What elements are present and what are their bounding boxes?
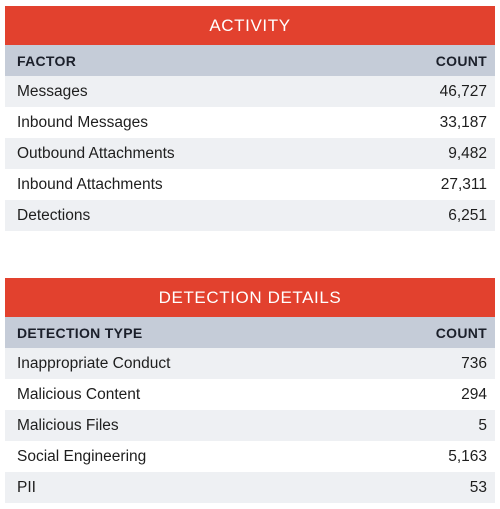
row-count: 5,163 xyxy=(448,447,487,465)
table-row xyxy=(5,472,495,503)
row-count: 5 xyxy=(478,416,487,434)
activity-header-row xyxy=(5,45,495,76)
activity-title: ACTIVITY xyxy=(5,6,495,45)
detection-type-column-header: DETECTION TYPE xyxy=(17,324,143,341)
count-column-header: COUNT xyxy=(435,52,487,69)
row-count: 46,727 xyxy=(439,82,487,100)
row-count: 294 xyxy=(461,385,487,403)
table-row xyxy=(5,138,495,169)
detection-details-header-row xyxy=(5,317,495,348)
row-count: 9,482 xyxy=(448,144,487,162)
detection-details-title: DETECTION DETAILS xyxy=(5,278,495,317)
table-row xyxy=(5,348,495,379)
activity-table xyxy=(5,6,495,231)
table-row xyxy=(5,200,495,231)
row-count: 53 xyxy=(469,478,487,496)
count-column-header: COUNT xyxy=(435,324,487,341)
table-row xyxy=(5,410,495,441)
row-label: Social Engineering xyxy=(17,447,147,465)
table-row xyxy=(5,76,495,107)
row-label: Inappropriate Conduct xyxy=(17,354,171,372)
row-label: Outbound Attachments xyxy=(17,144,175,162)
row-label: Malicious Files xyxy=(17,416,119,434)
row-count: 33,187 xyxy=(439,113,487,131)
row-label: Messages xyxy=(17,82,88,100)
row-label: Inbound Messages xyxy=(17,113,148,131)
row-label: Malicious Content xyxy=(17,385,141,403)
table-row xyxy=(5,169,495,200)
table-row xyxy=(5,441,495,472)
row-label: Inbound Attachments xyxy=(17,175,163,193)
row-count: 6,251 xyxy=(448,206,487,224)
factor-column-header: FACTOR xyxy=(17,52,77,69)
table-row xyxy=(5,107,495,138)
row-label: PII xyxy=(17,478,36,496)
table-row xyxy=(5,379,495,410)
row-count: 27,311 xyxy=(440,175,487,193)
detection-details-table xyxy=(5,278,495,503)
row-label: Detections xyxy=(17,206,91,224)
row-count: 736 xyxy=(461,354,487,372)
